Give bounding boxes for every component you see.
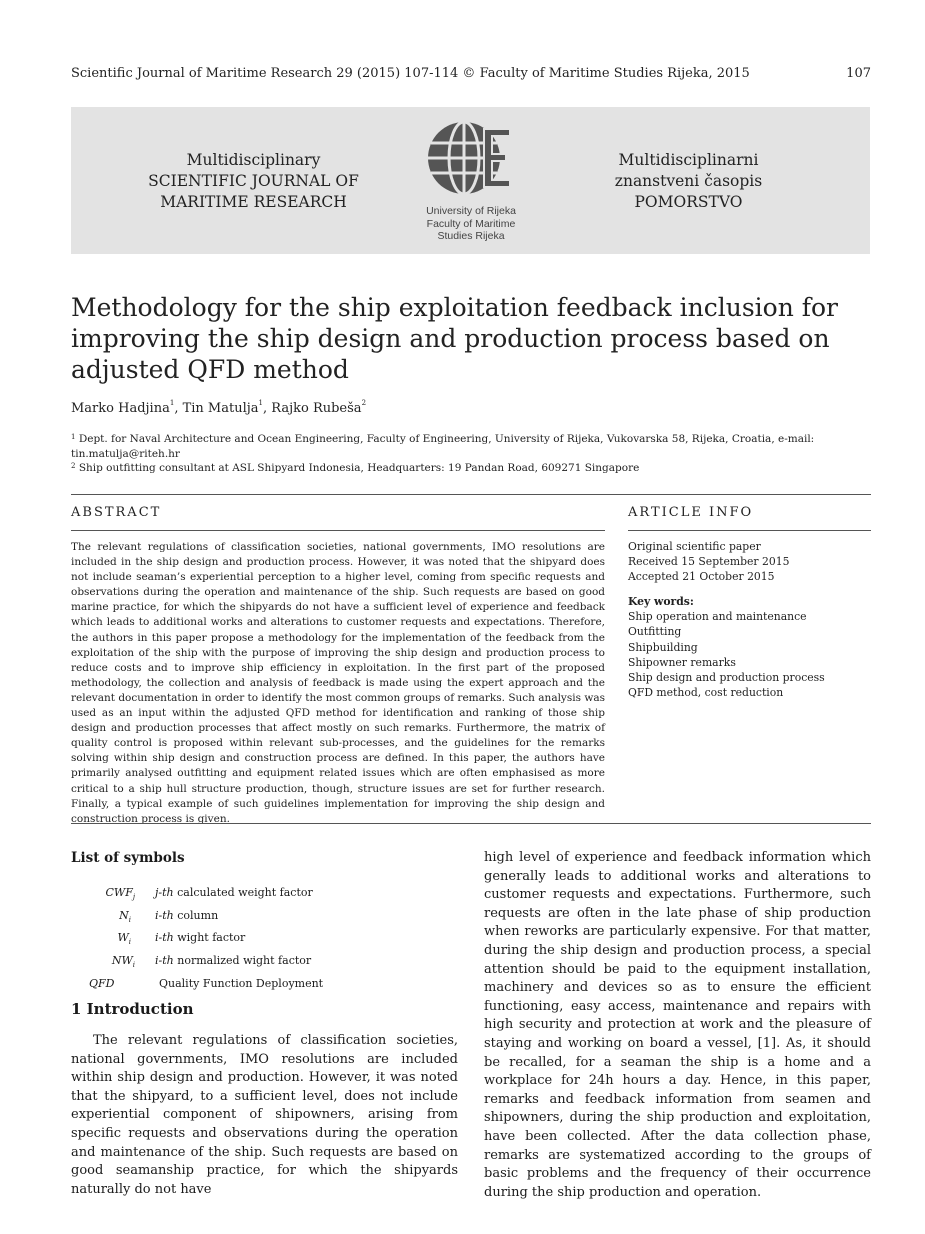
symbol-index: i-th bbox=[155, 908, 174, 922]
symbol-description: column bbox=[177, 908, 219, 922]
banner-right-line: Multidisciplinarni bbox=[618, 151, 759, 169]
symbol-index: j-th bbox=[155, 886, 174, 899]
article-title: Methodology for the ship exploitation feedback inclusion for improving the ship design and production process based on adjusted QFD method bbox=[71, 293, 838, 384]
symbol-name: W bbox=[117, 931, 129, 945]
affil-mark: 2 bbox=[71, 462, 76, 470]
symbol-row bbox=[71, 952, 323, 975]
symbol-name: QFD bbox=[89, 976, 115, 990]
author-affil-mark: 1 bbox=[169, 399, 175, 407]
affiliation-item bbox=[71, 432, 891, 461]
affil-mark: 1 bbox=[71, 433, 76, 441]
author-list: Marko Hadjina$^1$, Tin Matulja$^1$, Rajko Rubeša$^2$ bbox=[71, 399, 367, 416]
logo-caption-line: University of Rijeka bbox=[426, 205, 516, 217]
article-info-panel bbox=[628, 539, 873, 700]
faculty-logo-caption bbox=[406, 205, 536, 243]
affiliation-item bbox=[71, 461, 891, 476]
abstract-heading-divider bbox=[71, 530, 605, 531]
article-type: Original scientific paper bbox=[628, 540, 761, 553]
affil-text: Ship outfitting consultant at ASL Shipyard Indonesia, Headquarters: 19 Pandan Road, 609271 Singapore bbox=[78, 462, 640, 474]
banner-right-line: POMORSTVO bbox=[634, 193, 743, 211]
intro-right-column bbox=[484, 849, 871, 1202]
symbol-row bbox=[71, 884, 323, 907]
abstract-heading: ABSTRACT bbox=[71, 505, 162, 520]
symbol-description: normalized wight factor bbox=[177, 954, 312, 968]
intro-paragraph: The relevant regulations of classification societies, national governments, IMO resolutions are included within ship design and production. However, it was noted that the shipyard, to a sufficient level, does not include experiential component of shipowners, arising from specific requests and observations during the operation and maintenance of the ship. Such requests are based on good seamanship practice, for which the shipyards naturally do not have bbox=[71, 1033, 458, 1197]
symbol-index: i-th bbox=[155, 954, 174, 968]
symbol-row bbox=[71, 975, 323, 994]
page-number: 107 bbox=[846, 66, 871, 81]
symbol-description: wight factor bbox=[177, 931, 246, 945]
keyword-item: Ship design and production process bbox=[628, 670, 825, 684]
author-affil-mark: 2 bbox=[361, 399, 367, 407]
keyword-item: Shipowner remarks bbox=[628, 655, 736, 669]
banner-left-line: Multidisciplinary bbox=[186, 151, 321, 169]
introduction-heading: 1 Introduction bbox=[71, 1000, 194, 1018]
journal-citation: Scientific Journal of Maritime Research 29 (2015) 107-114 © Faculty of Maritime Studies Rijeka, 2015 bbox=[71, 66, 750, 81]
intro-paragraph-continued: high level of experience and feedback information which generally leads to additional works and alterations to customer requests and expectations. Furthermore, such requests are often in the late phase of ship production when reworks are particularly expensive. For that matter, during the ship design and production process, a special attention should be paid to the equipment installation, machinery and devices so as to ensure the efficient functioning, easy access, maintenance and repairs with high security and protection at work and the pleasure of staying and working on board a vessel, [1]. As, it should be recalled, for a seaman the ship is a home and a workplace for 24h hours a day. Hence, in this paper, remarks and feedback information from seamen and shipowners, during the ship production and exploitation, have been collected. After the data collection phase, remarks are systematized according to the groups of basic problems and the frequency of their occurrence during the ship production and operation. bbox=[484, 850, 871, 1200]
symbol-subscript: j bbox=[132, 893, 135, 902]
running-head bbox=[71, 66, 871, 81]
faculty-globe-logo-icon bbox=[426, 119, 516, 197]
affil-text: Dept. for Naval Architecture and Ocean Engineering, Faculty of Engineering, University of Rijeka, Vukovarska 58, Rijeka, Croatia, e-mail: tin.matulja@riteh.hr bbox=[71, 433, 815, 460]
received-date: Received 15 September 2015 bbox=[628, 555, 790, 569]
bottom-divider bbox=[71, 823, 871, 824]
keywords-label: Key words: bbox=[628, 595, 694, 609]
symbol-name: N bbox=[119, 908, 129, 922]
banner-left-line: SCIENTIFIC JOURNAL OF bbox=[148, 172, 359, 190]
keyword-item: Shipbuilding bbox=[628, 640, 698, 654]
journal-banner bbox=[71, 107, 870, 254]
intro-left-column bbox=[71, 1032, 458, 1199]
symbol-description: Quality Function Deployment bbox=[159, 976, 324, 990]
symbol-subscript: i bbox=[128, 938, 131, 947]
abstract-text: The relevant regulations of classification societies, national governments, IMO resolutions are included in the ship design and production process. However, it was noted that the shipyard does not include seaman’s experiential perception to a higher level, coming from specific requests and observations during the operation and maintenance of the ship. Such requests are based on good marine practice, for which the shipyards do not have a sufficient level of experience and feedback which leads to additional works and alterations to customer requests and expectations. Therefore, the authors in this paper propose a methodology for the implementation of the feedback from the exploitation of the ship with the purpose of improving the ship design and production process to reduce costs and to improve ship efficiency in exploitation. In the first part of the proposed methodology, the collection and analysis of feedback is made using the expert approach and the relevant documentation in order to identify the most common groups of remarks. Such analysis was used as an input within the adjusted QFD method for identification and ranking of those ship design and production processes that affect mostly on such remarks. Furthermore, the matrix of quality control is proposed within relevant sub-processes, and the guidelines for the remarks solving within ship design and construction process are defined. In this paper, the authors have primarily analysed outfitting and equipment related issues which are often emphasised as more critical to a ship hull structure production, though, structure issues are set for further research. Finally, a typical example of such guidelines implementation for improving the ship design and construction process is given. bbox=[71, 541, 605, 825]
symbol-name: CWF bbox=[105, 886, 133, 899]
symbol-subscript: i bbox=[128, 915, 131, 924]
symbol-subscript: i bbox=[132, 961, 135, 970]
author-name: Tin Matulja bbox=[182, 401, 259, 416]
symbols-heading: List of symbols bbox=[71, 850, 185, 866]
article-info-heading: ARTICLE INFO bbox=[628, 505, 754, 520]
symbol-row bbox=[71, 929, 323, 952]
symbol-row bbox=[71, 907, 323, 930]
author-affil-mark: 1 bbox=[258, 399, 263, 407]
symbols-table bbox=[71, 884, 323, 993]
banner-left-line: MARITIME RESEARCH bbox=[160, 193, 347, 211]
banner-right-line: znanstveni časopis bbox=[614, 172, 763, 190]
logo-caption-line: Faculty of Maritime bbox=[426, 217, 516, 230]
symbol-index: i-th bbox=[155, 931, 174, 945]
affiliations bbox=[71, 432, 891, 476]
author-name: Rajko Rubeša bbox=[271, 401, 362, 416]
author-name: Marko Hadjina bbox=[71, 401, 170, 416]
keyword-item: Outfitting bbox=[628, 625, 682, 639]
symbol-description: calculated weight factor bbox=[177, 886, 313, 899]
banner-english-title bbox=[121, 150, 386, 213]
symbol-name: NW bbox=[111, 954, 133, 968]
top-divider bbox=[71, 494, 871, 495]
article-info-heading-divider bbox=[628, 530, 871, 531]
accepted-date: Accepted 21 October 2015 bbox=[628, 570, 775, 584]
banner-croatian-title bbox=[591, 150, 786, 213]
keyword-item: QFD method, cost reduction bbox=[628, 685, 784, 699]
logo-caption-line: Studies Rijeka bbox=[437, 230, 505, 242]
keyword-item: Ship operation and maintenance bbox=[628, 610, 807, 624]
